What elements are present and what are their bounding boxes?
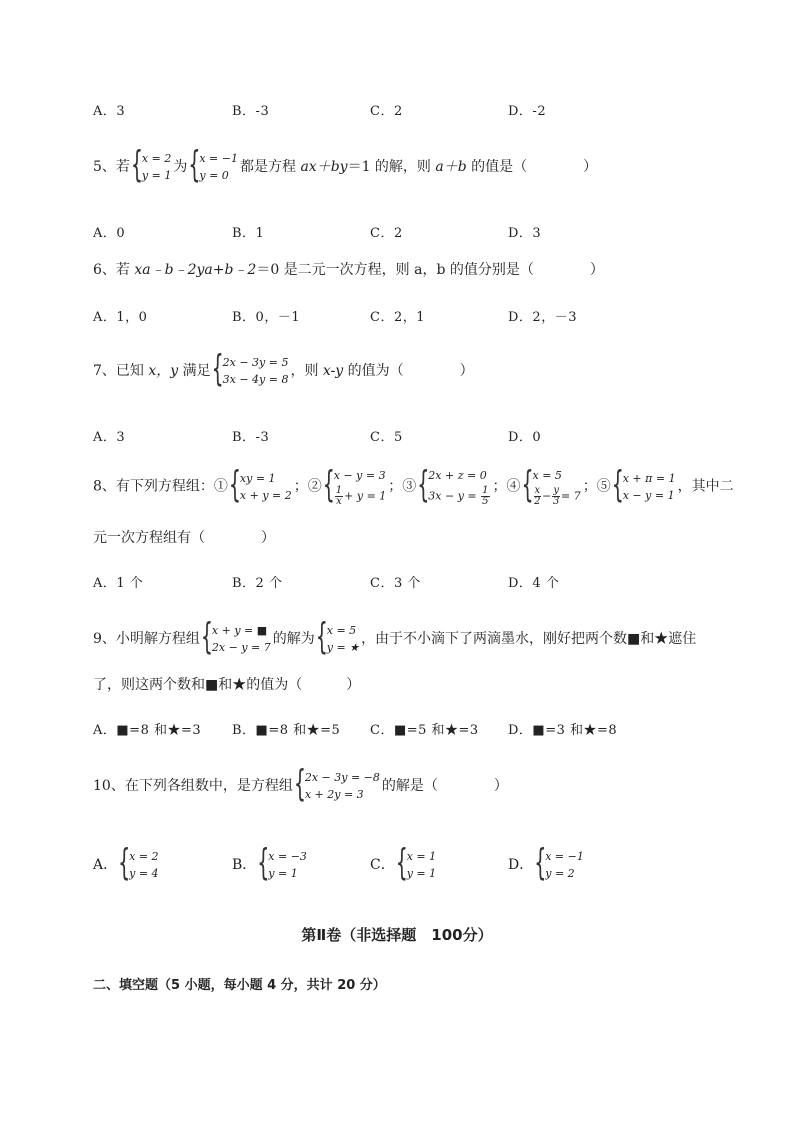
q10-option-c-label: C． [370,857,395,873]
q6-prefix: 6、若 [93,262,135,278]
q10-option-c-system [397,848,436,882]
q8-s5-line1: { x + π = 1 [622,471,676,485]
q5-text2: ＝1 的解，则 [347,159,436,175]
q10-b-line2: y = 1 [268,867,298,880]
q8-s4-line2 [533,486,581,507]
q5-text1: 都是方程 [240,159,301,175]
q7-prefix: 7、已知 [93,363,149,379]
q9-option-d: D．■=3 和★=8 [508,723,618,738]
q7-text1: 满足 [178,363,211,379]
q6-option-b: B．0，－1 [232,310,301,325]
q6-close: ） [589,262,604,278]
q5-sys1-line2: y = 1 [141,169,172,182]
q5-option-c: C．2 [370,226,403,241]
q8-sep2: ；② [293,478,322,495]
section-2-title: 二、填空题（5 小题，每小题 4 分，共计 20 分） [93,978,386,993]
q8-s1-line2: x + y = 2 [239,488,292,502]
q8-s3-frac-num: 1 [482,485,489,496]
q8-s4-frac1-den: 2 [534,496,541,507]
q10-b-line1: { x = −3 [268,850,307,863]
q10-c-line2: y = 1 [406,867,437,880]
q9-option-c: C．■=5 和★=3 [370,723,479,738]
q8-system-2 [324,466,387,507]
q8-s4-tail: = 7 [561,489,581,503]
q10-sys-line1: { 2x − 3y = −8 [304,771,380,784]
q7-text2: ，则 [290,363,323,379]
q5-system-1 [132,150,171,184]
q9-line2-text: 了，则这两个数和■和★的值为（ [93,677,303,693]
question-10 [93,769,508,803]
q5-equation: ax＋by [300,159,348,175]
q10-sys-line2: x + 2y = 3 [304,788,364,801]
q9-prefix: 9、小明解方程组 [93,631,200,647]
q7-option-a: A．3 [93,430,126,445]
q8-s3-frac-den: 5 [482,496,489,507]
q10-system [295,769,380,803]
q10-a-line1: { x = 2 [129,850,159,863]
q8-sep4: ；④ [492,478,521,495]
q8-s2-frac-num: 1 [335,485,343,496]
q10-text: 的解是（ [381,778,438,794]
q8-s2-tail: + y = 1 [344,489,387,503]
q8-s1-line1: { xy = 1 [239,471,276,485]
question-6 [93,260,604,280]
q10-d-line2: y = 2 [545,867,575,880]
q9-sys1-line2: 2x − y = 7 [211,641,271,654]
q9-system-1 [202,622,271,656]
q5-system-2 [189,150,238,184]
q8-tail: ，其中二 [677,478,734,495]
q7-option-c: C．5 [370,430,403,445]
q6-option-c: C．2，1 [370,310,425,325]
q10-option-a-label: A． [93,857,118,873]
q8-s4-minus: − [542,489,552,503]
q8-system-4 [523,466,581,507]
q10-option-b-label: B． [232,857,257,873]
q8-line2-text: 元一次方程组有（ [93,530,205,546]
q10-a-line2: y = 4 [129,867,159,880]
q8-system-5 [613,470,676,504]
q9-text: ，由于不小滴下了两滴墨水，刚好把两个数■和★遮住 [361,631,697,647]
q5-text3: 的值是（ [466,159,528,175]
q10-option-a [93,848,161,882]
q7-text3: 的值为（ [343,363,404,379]
q9-sys2-line2: y = ★ [326,641,360,654]
q8-s3-head: 3x − y = [428,489,481,503]
q10-option-c [370,848,438,882]
q8-s4-frac2-den: 3 [553,496,560,507]
q4-option-a: A．3 [93,104,126,119]
q5-sys2-line1: { x = −1 [199,152,238,165]
q4-option-b: B．-3 [232,104,270,119]
q5-prefix: 5、若 [93,159,130,175]
q8-s5-line2: x − y = 1 [622,488,675,502]
q8-s3-line1: { 2x + z = 0 [428,469,487,482]
q9-close: ） [346,677,361,693]
q9-sys1-line1: { x + y = ■ [211,624,268,637]
q10-option-d-label: D． [508,857,534,873]
q8-option-b: B．2 个 [232,576,283,591]
q9-mid: 的解为 [272,631,315,647]
q10-close: ） [493,778,508,794]
question-7 [93,354,474,388]
q5-sys1-line1: { x = 2 [141,152,172,165]
q6-option-a: A．1，0 [93,310,148,325]
q8-option-c: C．3 个 [370,576,421,591]
q10-c-line1: { x = 1 [406,850,437,863]
q8-prefix: 8、有下列方程组：① [93,478,228,495]
q8-sep5: ；⑤ [582,478,611,495]
q7-variables: x，y [148,363,179,379]
q5-option-b: B．1 [232,226,265,241]
q10-option-b [232,848,309,882]
q8-s4-line1: { x = 5 [532,469,562,482]
q4-option-c: C．2 [370,104,403,119]
q8-option-d: D．4 个 [508,576,560,591]
q8-s2-frac-den: x [336,496,342,507]
q5-option-a: A．0 [93,226,126,241]
q10-d-line1: { x = −1 [545,850,584,863]
q8-s4-frac1-num: x [534,485,541,496]
question-9-line2 [93,675,360,695]
q8-s2-line1: { x − y = 3 [333,469,386,482]
question-9 [93,622,696,656]
q8-system-1 [230,470,292,504]
q10-option-a-system [119,848,158,882]
q9-system-2 [317,622,359,656]
q7-sys-line2: 3x − 4y = 8 [222,373,289,386]
q7-close: ） [459,363,474,379]
q5-mid: 为 [173,159,188,175]
q8-s3-line2 [428,486,490,507]
q6-text: ＝0 是二元一次方程，则 a，b 的值分别是（ [256,262,534,278]
part-2-title: 第Ⅱ卷（非选择题 100分） [301,926,493,944]
q8-s4-frac2-num: y [553,485,560,496]
question-5 [93,150,597,184]
question-8 [93,466,734,507]
q6-expression: xa﹣b﹣2ya+b﹣2 [134,262,257,278]
q8-system-3 [418,466,490,507]
q8-s2-line2 [334,486,387,507]
q10-option-d-system [535,848,584,882]
q9-sys2-line1: { x = 5 [326,624,357,637]
q7-system [213,354,289,388]
q8-close: ） [261,530,275,546]
q5-option-d: D．3 [508,226,542,241]
q9-option-b: B．■=8 和★=5 [232,723,341,738]
q10-prefix: 10、在下列各组数中，是方程组 [93,778,293,794]
q7-expression: x-y [322,363,344,379]
q8-option-a: A．1 个 [93,576,144,591]
q5-sys2-line2: y = 0 [199,169,229,182]
q6-option-d: D．2，－3 [508,310,577,325]
q9-option-a: A．■=8 和★=3 [93,723,202,738]
q5-expression: a＋b [435,159,467,175]
question-8-line2 [93,528,275,548]
q8-sep3: ；③ [388,478,417,495]
q10-option-d [508,848,586,882]
q4-option-d: D．-2 [508,104,547,119]
q7-option-b: B．-3 [232,430,270,445]
q7-option-d: D．0 [508,430,542,445]
q10-option-b-system [258,848,307,882]
q7-sys-line1: { 2x − 3y = 5 [222,356,289,369]
q5-close: ） [583,159,598,175]
